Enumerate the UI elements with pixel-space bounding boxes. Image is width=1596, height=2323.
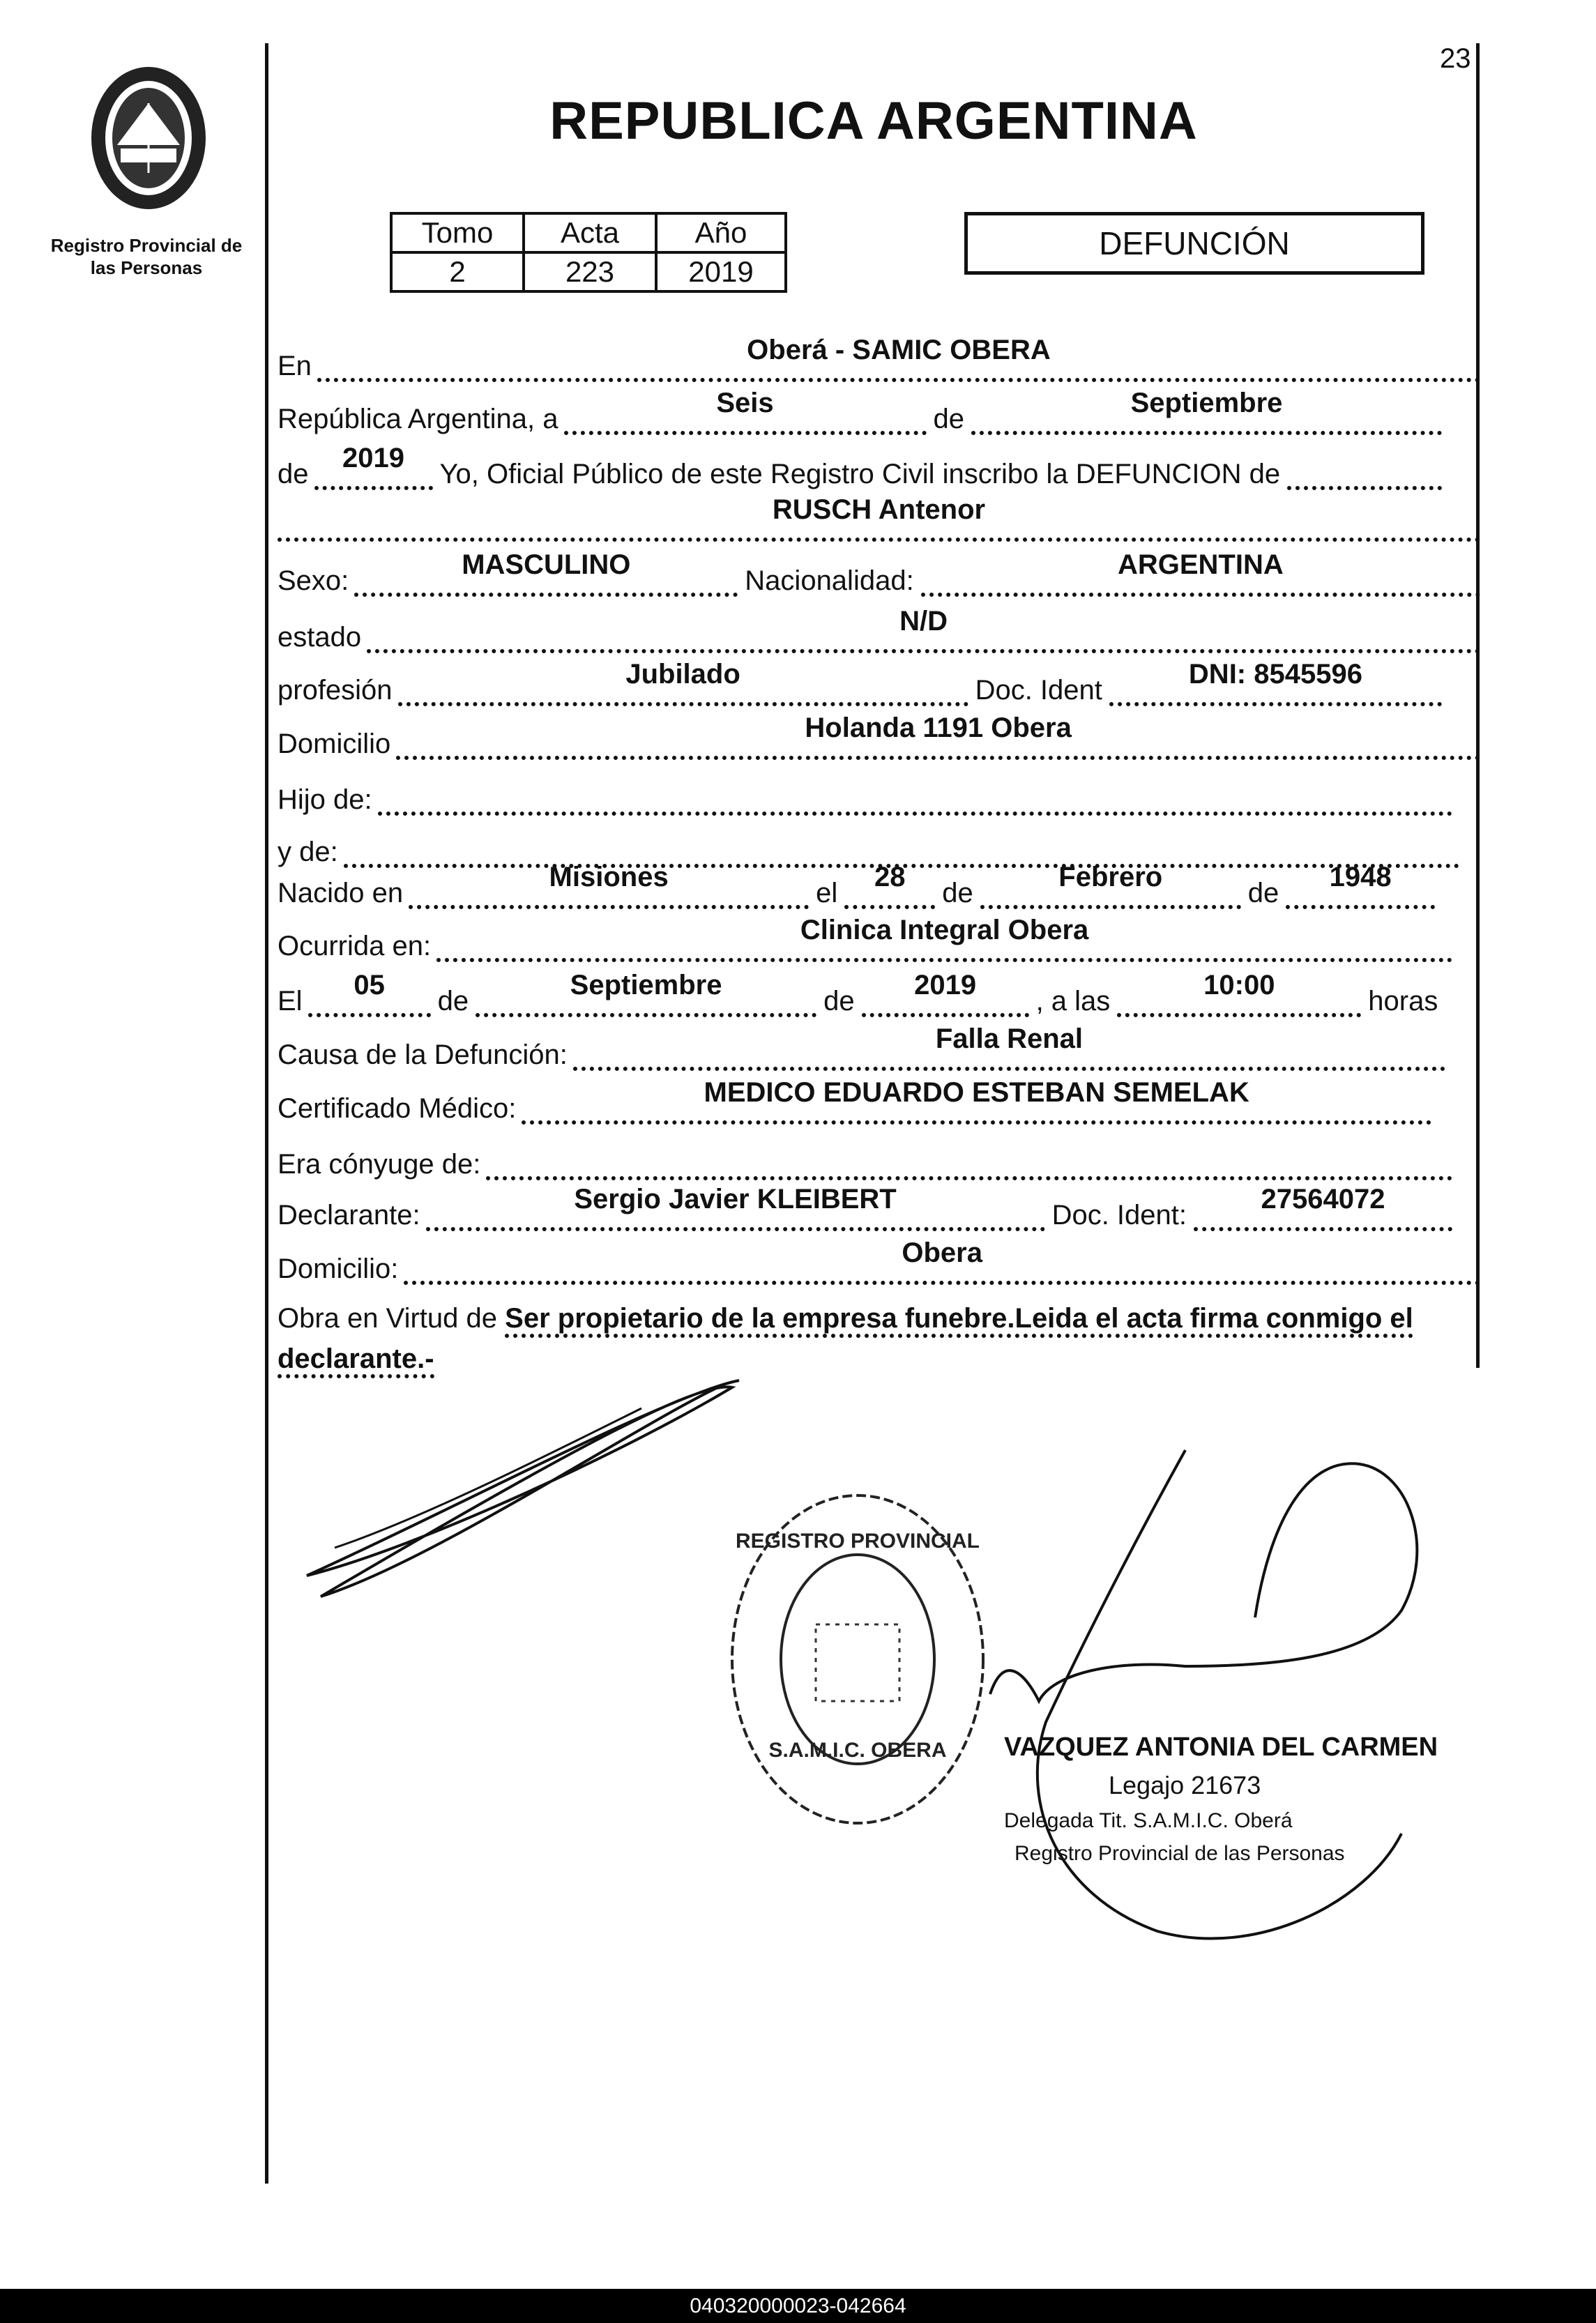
label: En bbox=[278, 351, 312, 381]
label: El bbox=[278, 986, 303, 1016]
certificate-field bbox=[522, 1077, 1431, 1125]
declarant-field bbox=[426, 1184, 1045, 1231]
death-place-field bbox=[436, 915, 1452, 962]
reason-text-continued: declarante.- bbox=[278, 1343, 434, 1378]
header-ano: Año bbox=[656, 213, 786, 252]
label: de bbox=[823, 986, 855, 1016]
label: de bbox=[278, 459, 309, 489]
cause-field bbox=[573, 1023, 1445, 1071]
row-declarante bbox=[278, 1184, 1452, 1231]
id-field bbox=[1109, 659, 1442, 706]
value: Septiembre bbox=[570, 970, 722, 1000]
page-number: 23 bbox=[1440, 43, 1471, 74]
row-hijo bbox=[278, 775, 1452, 816]
row-domicilio2 bbox=[278, 1237, 1480, 1285]
death-time-field bbox=[1117, 970, 1361, 1017]
value: Oberá - SAMIC OBERA bbox=[747, 335, 1051, 365]
label: Ocurrida en: bbox=[278, 931, 432, 961]
row-year bbox=[278, 443, 1442, 490]
header-tomo: Tomo bbox=[391, 213, 524, 252]
label: República Argentina, a bbox=[278, 404, 558, 434]
value: Misiones bbox=[549, 862, 669, 892]
label: Yo, Oficial Público de este Registro Civil inscribo la DEFUNCION de bbox=[439, 459, 1281, 489]
stamp-inner-text: S.A.M.I.C. OBERA bbox=[768, 1739, 947, 1762]
row-estado bbox=[278, 606, 1480, 653]
value: Sergio Javier KLEIBERT bbox=[574, 1184, 897, 1214]
label: Causa de la Defunción: bbox=[278, 1039, 568, 1070]
deceased-name-field bbox=[278, 494, 1480, 542]
label: y de: bbox=[278, 837, 338, 867]
profession-field bbox=[398, 659, 968, 706]
row-certificado bbox=[278, 1077, 1431, 1125]
row-en bbox=[278, 335, 1480, 382]
death-day-field bbox=[308, 970, 431, 1017]
declarant-id-field bbox=[1194, 1184, 1452, 1231]
label: Domicilio bbox=[278, 729, 391, 759]
row-conyuge bbox=[278, 1140, 1452, 1180]
address-field bbox=[396, 713, 1480, 760]
label: estado bbox=[278, 622, 362, 653]
value: N/D bbox=[899, 606, 948, 637]
nationality-field bbox=[921, 549, 1480, 597]
spouse-field bbox=[486, 1138, 1452, 1180]
value: 27564072 bbox=[1261, 1184, 1385, 1214]
official-stamp bbox=[718, 1485, 997, 1848]
value: 05 bbox=[354, 970, 385, 1000]
value: MEDICO EDUARDO ESTEBAN SEMELAK bbox=[704, 1077, 1249, 1108]
label: Nacionalidad: bbox=[745, 565, 914, 596]
caption-line-2: las Personas bbox=[90, 257, 203, 278]
death-month-field bbox=[476, 970, 816, 1017]
logo-caption bbox=[42, 234, 251, 279]
value: Febrero bbox=[1058, 862, 1163, 892]
sex-field bbox=[354, 549, 738, 597]
label: profesión bbox=[278, 675, 393, 706]
value: Seis bbox=[716, 388, 774, 418]
value: 28 bbox=[874, 862, 906, 892]
label: Doc. Ident bbox=[975, 675, 1102, 706]
tomo-value: 2 bbox=[391, 252, 524, 291]
label: Nacido en bbox=[278, 878, 404, 908]
table-row bbox=[391, 252, 786, 291]
value: 2019 bbox=[342, 443, 404, 473]
official-role: Delegada Tit. S.A.M.I.C. Oberá bbox=[1004, 1809, 1293, 1832]
official-name: VAZQUEZ ANTONIA DEL CARMEN bbox=[1004, 1732, 1438, 1762]
row-nacido bbox=[278, 862, 1435, 909]
acta-value: 223 bbox=[524, 252, 656, 291]
caption-line-1: Registro Provincial de bbox=[50, 235, 243, 256]
label: horas bbox=[1368, 986, 1438, 1016]
stamp-text: REGISTRO PROVINCIAL bbox=[735, 1530, 980, 1553]
row-ocurrida bbox=[278, 915, 1452, 962]
row-fecha-defuncion bbox=[278, 970, 1466, 1017]
document-code-footer: 040320000023-042664 bbox=[0, 2289, 1596, 2323]
label: Obra en Virtud de bbox=[278, 1303, 498, 1334]
value: Falla Renal bbox=[935, 1023, 1084, 1054]
label: de bbox=[933, 404, 964, 434]
civil-status-field bbox=[367, 606, 1480, 653]
death-year-field bbox=[862, 970, 1029, 1017]
declarant-signature bbox=[279, 1366, 767, 1624]
birth-day-field bbox=[844, 862, 935, 909]
month-field bbox=[971, 388, 1442, 435]
official-org: Registro Provincial de las Personas bbox=[1014, 1842, 1345, 1865]
table-header-row bbox=[391, 213, 786, 252]
value: DNI: 8545596 bbox=[1188, 659, 1362, 690]
label: Era cónyuge de: bbox=[278, 1149, 481, 1180]
value: 1948 bbox=[1329, 862, 1392, 892]
row-sexo bbox=[278, 549, 1480, 597]
value: Septiembre bbox=[1130, 388, 1283, 418]
reason-text: Ser propietario de la empresa funebre.Leida el acta firma conmigo el bbox=[505, 1303, 1413, 1338]
label: de bbox=[942, 878, 973, 908]
label: Declarante: bbox=[278, 1200, 420, 1231]
birthplace-field bbox=[409, 862, 809, 909]
label: Hijo de: bbox=[278, 784, 372, 815]
year-field bbox=[314, 443, 433, 490]
father-field bbox=[378, 774, 1452, 816]
value: RUSCH Antenor bbox=[772, 494, 986, 525]
label: Sexo: bbox=[278, 565, 349, 596]
birth-month-field bbox=[980, 862, 1241, 909]
label: Doc. Ident: bbox=[1051, 1200, 1187, 1231]
value: Clinica Integral Obera bbox=[800, 915, 1089, 945]
birth-year-field bbox=[1286, 862, 1435, 909]
label: de bbox=[1247, 878, 1279, 908]
page-title: REPUBLICA ARGENTINA bbox=[549, 91, 1198, 151]
official-signature bbox=[976, 1443, 1464, 1973]
value: Holanda 1191 Obera bbox=[805, 713, 1072, 743]
row-causa bbox=[278, 1023, 1445, 1071]
label: de bbox=[437, 986, 469, 1016]
value: Jubilado bbox=[625, 659, 740, 690]
official-legajo: Legajo 21673 bbox=[1109, 1771, 1261, 1799]
value: 10:00 bbox=[1203, 970, 1275, 1000]
row-profesion bbox=[278, 659, 1442, 706]
label: Domicilio: bbox=[278, 1254, 399, 1284]
right-margin-line bbox=[1476, 43, 1480, 1368]
label: Certificado Médico: bbox=[278, 1093, 517, 1124]
blank-field bbox=[1287, 448, 1442, 490]
document-type-box: DEFUNCIÓN bbox=[964, 212, 1424, 275]
ano-value: 2019 bbox=[656, 252, 786, 291]
misiones-seal-logo bbox=[82, 61, 215, 215]
value: 2019 bbox=[914, 970, 977, 1000]
declarant-address-field bbox=[404, 1237, 1480, 1285]
register-table bbox=[390, 212, 787, 293]
value: MASCULINO bbox=[462, 549, 631, 580]
label: el bbox=[816, 878, 838, 908]
label: , a las bbox=[1035, 986, 1111, 1016]
row-date bbox=[278, 388, 1442, 435]
place-field bbox=[317, 335, 1480, 382]
header-acta: Acta bbox=[524, 213, 656, 252]
left-margin-line bbox=[265, 43, 268, 2184]
value: Obera bbox=[902, 1237, 982, 1268]
row-domicilio bbox=[278, 713, 1480, 760]
row-name bbox=[278, 494, 1480, 542]
day-field bbox=[564, 388, 927, 435]
value: ARGENTINA bbox=[1117, 549, 1284, 580]
